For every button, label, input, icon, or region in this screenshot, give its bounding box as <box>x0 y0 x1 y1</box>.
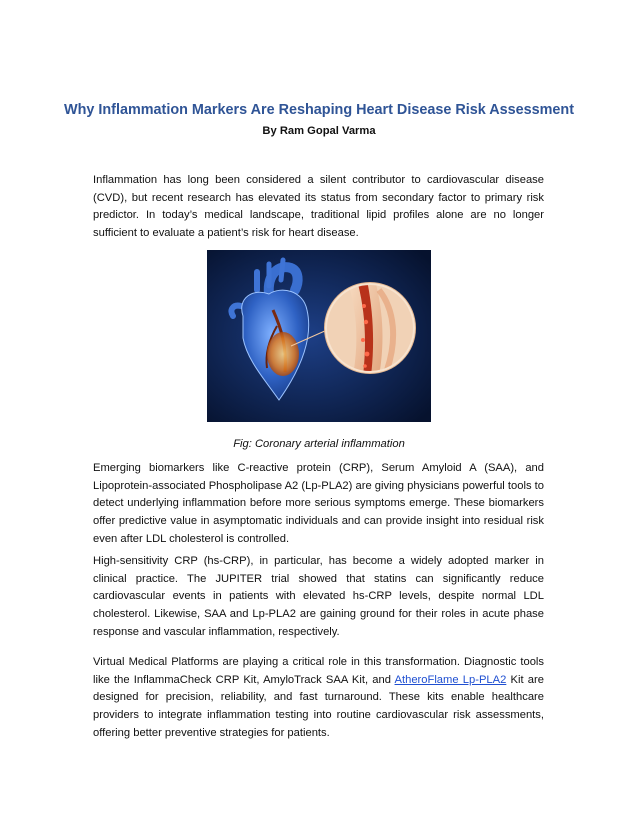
vessel-branch <box>281 260 283 280</box>
atheroflame-link[interactable]: AtheroFlame Lp-PLA2 <box>394 673 507 686</box>
coronary-inflammation-figure <box>207 250 431 422</box>
article-title: Why Inflammation Markers Are Reshaping Heart Disease Risk Assessment <box>64 102 574 118</box>
platforms-text-after-link: Kit are designed for precision, reliability, and fast turnaround. These kits enable healthcare providers to integrate inflammation testing into routine cardiovascular risk assessments, offering better preventive strategies for patients. <box>93 673 544 739</box>
hs-crp-paragraph: High-sensitivity CRP (hs-CRP), in particular, has become a widely adopted marker in clinical practice. The JUPITER trial showed that statins can significantly reduce cardiovascular events in patients with elevated hs-CRP levels, despite normal LDL cholesterol. Likewise, SAA and Lp-PLA2 are gaining ground for their roles in acute phase response and vascular inflammation, respectively. <box>93 555 544 638</box>
heart-artery-illustration <box>207 250 431 422</box>
platforms-text-before-link: Virtual Medical Platforms are playing a critical role in this transformation. Diagnostic tools like the InflammaCheck CRP Kit, AmyloTrack SAA Kit, and <box>93 656 544 686</box>
platforms-paragraph <box>93 654 544 743</box>
inflammation-glow <box>267 332 299 376</box>
biomarkers-paragraph: Emerging biomarkers like C-reactive protein (CRP), Serum Amyloid A (SAA), and Lipoprotein-associated Phospholipase A2 (Lp-PLA2) are giving physicians powerful tools to detect underlying inflammation before more serious symptoms emerge. These biomarkers offer predictive value in asymptomatic individuals and can provide insight into residual risk even after LDL cholesterol is controlled. <box>93 462 544 545</box>
intro-paragraph: Inflammation has long been considered a silent contributor to cardiovascular disease (CVD), but recent research has elevated its status from secondary factor to primary risk predictor. In today’s medical landscape, traditional lipid profiles alone are no longer sufficient to evaluate a patient’s risk for heart disease. <box>93 174 544 240</box>
article-byline: By Ram Gopal Varma <box>262 125 376 137</box>
figure-caption: Fig: Coronary arterial inflammation <box>233 438 405 450</box>
